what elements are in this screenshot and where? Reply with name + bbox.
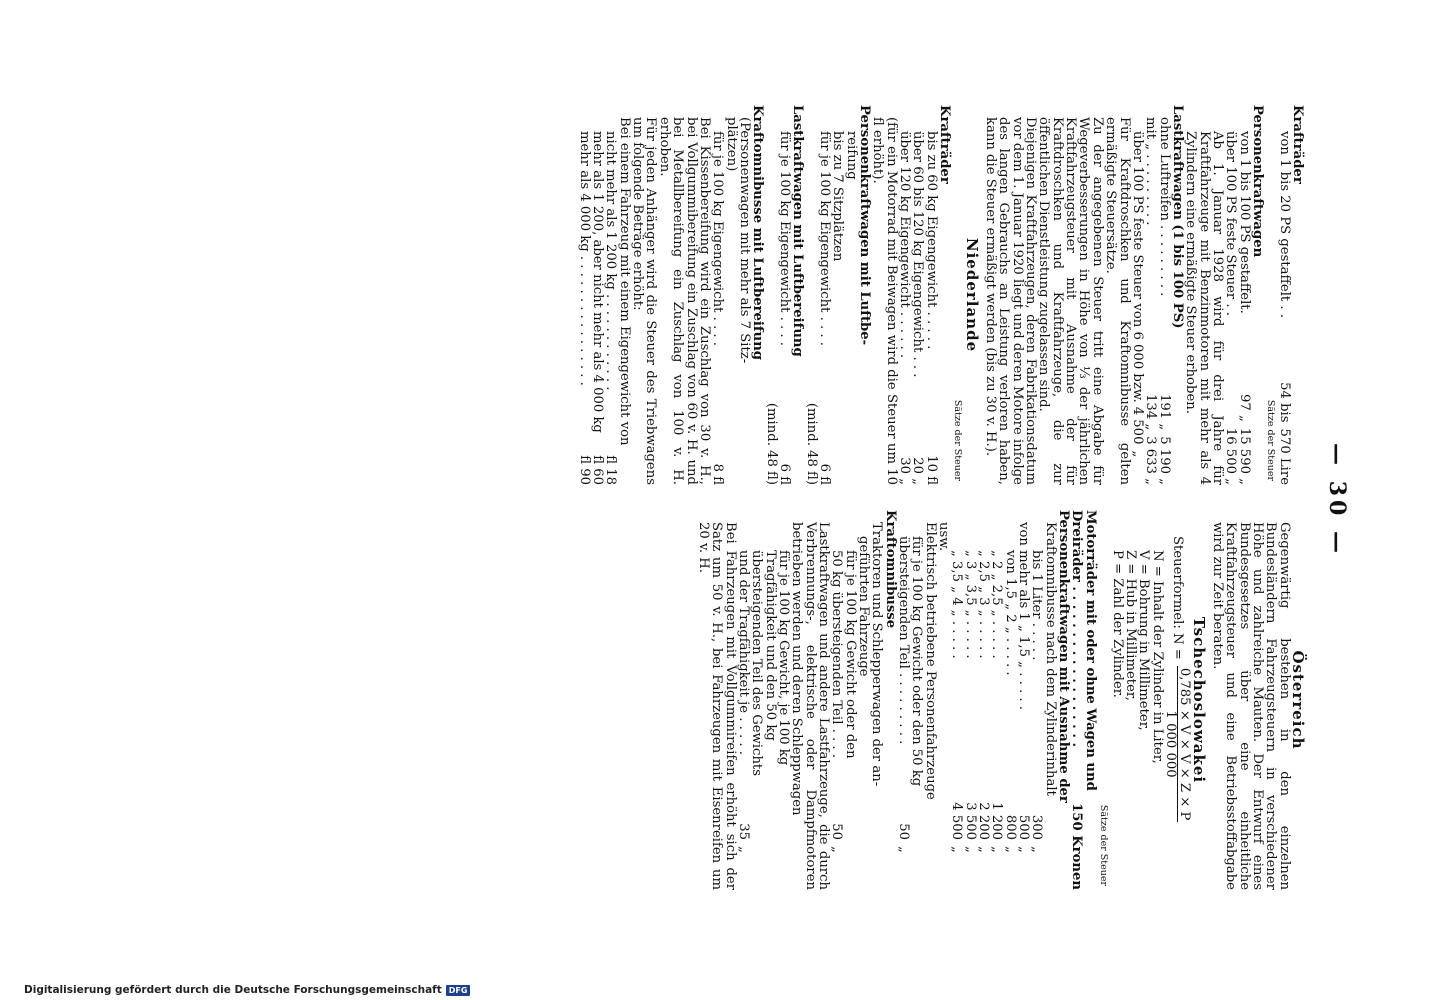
row-value: 35 (735, 823, 751, 840)
table-row (830, 510, 843, 890)
table-row (1110, 510, 1123, 890)
row-unit: „ (829, 846, 845, 853)
row-label: von 1 bis 100 PS gestaffelt. (1236, 131, 1252, 314)
table-row (577, 105, 590, 485)
table-row (604, 105, 617, 485)
formula-numerator: 0,785 × V × V × Z × P (1177, 667, 1193, 821)
row-label: Krafträder (1290, 105, 1305, 184)
table-row (1131, 105, 1144, 485)
row-unit: 16 500 „ (1223, 427, 1239, 485)
table-row (1070, 510, 1083, 890)
row-value: 6 fl (816, 463, 832, 485)
table-row (857, 510, 870, 890)
row-label: geführten Fahrzeuge (856, 536, 871, 677)
dfg-logo: DFG (446, 985, 471, 996)
table-row (1277, 105, 1290, 485)
table-row (711, 105, 724, 485)
row-value: 30 „ (897, 457, 913, 485)
row-unit: „ (735, 846, 751, 853)
row-label: von 1,5 „ 2 „ . . . . . (1002, 550, 1018, 676)
right-column (695, 510, 1307, 890)
tax-formula (1164, 510, 1192, 890)
row-label: Dreiräder . . . . . . . . . . . . . . . . . . (1069, 510, 1085, 748)
table-row (923, 510, 936, 890)
row-label: Z = Hub in Millimeter, (1122, 550, 1138, 701)
paragraph: Bei Fahrzeugen mit Vollgummireifen erhöht sich der Satz um 50 v. H., bei Fahrzeugen mit Eisenreifen um 20 v. H. (695, 522, 738, 890)
row-label: Bei einem Fahrzeug mit einem Eigengewicht von (616, 117, 632, 446)
digitization-credit (24, 984, 470, 996)
table-row (938, 105, 951, 485)
row-label (804, 105, 817, 399)
row-value: 8 fl (710, 463, 726, 485)
row-label: Kraftomnibusse mit Luftbereifung (750, 105, 766, 361)
row-label: bis zu 60 kg Eigengewicht . . . . . (923, 131, 939, 350)
row-label: für je 100 kg Eigengewicht . . . . (816, 131, 832, 346)
row-value: (mind. 48 fl) (803, 402, 819, 485)
row-label: Lastkraftwagen (1 bis 100 PS) (1169, 105, 1185, 329)
row-value: 10 fl (923, 455, 939, 485)
row-label: usw. (936, 522, 952, 552)
row-value: 6 fl (776, 463, 792, 485)
row-label: über 100 PS feste Steuer von 6 000 bzw. (1129, 131, 1145, 403)
row-label: für je 100 kg Gewicht oder den 50 kg (909, 536, 925, 787)
row-label: mit „ . . . . . . . . . (1143, 117, 1159, 226)
paragraph: Für Kraftdroschken und Kraftomnibusse gelten ermäßigte Steuersätze. (1103, 117, 1132, 485)
table-row (1003, 510, 1016, 890)
column-caption: Sätze der Steuer (1265, 399, 1277, 481)
row-label: Lastkraftwagen mit Luftbereifung (790, 105, 806, 357)
row-label: übersteigenden Teil des Gewichts (749, 550, 765, 777)
table-row (617, 105, 630, 485)
table-row (750, 510, 763, 890)
table-row (1124, 510, 1137, 890)
row-value: fl 18 (603, 455, 619, 485)
row-label: plätzen) (723, 117, 739, 172)
row-label: für je 100 kg Gewicht, je 100 kg (775, 550, 791, 766)
row-unit: „ (989, 846, 1005, 853)
row-label: N = Inhalt der Zylinder in Liter, (1149, 550, 1165, 764)
paragraph: Zu der angegebenen Steuer tritt eine Abgabe für Wegeverbesserungen in Höhe von ⅓ der jährlichen Kraftfahrzeugsteuer mit Ausnahme der für Kraftdroschken und Kraftfahrzeuge, die zur öffentlichen Dienstleistung zugelassen sind. (1036, 117, 1105, 485)
row-unit: „ (1029, 846, 1045, 853)
row-label: „ 3,5 „ 4 „ . . . . . (949, 550, 965, 659)
row-unit: 570 Lire (1276, 428, 1292, 485)
table-row (1084, 510, 1097, 890)
row-value: 4 500 (1129, 406, 1145, 445)
row-label: Personenkraftwagen (1249, 105, 1265, 258)
row-value: 800 (1002, 814, 1018, 840)
table-row (843, 510, 856, 890)
row-label: „ 2,5 „ 3 „ . . . . . (976, 550, 992, 659)
row-label: mehr als 4 000 kg . . . . . . . . . . . . . . . . (576, 131, 592, 386)
table-row (1150, 510, 1163, 890)
table-row (870, 510, 883, 890)
table-row (831, 105, 844, 485)
row-value: 20 „ (910, 457, 926, 485)
row-label: über 100 PS feste Steuer . . (1223, 131, 1239, 316)
table-row (1017, 510, 1030, 890)
table-row (844, 105, 857, 485)
paragraph: Lastkraftwagen und andere Lastfahrzeuge, die durch Verbrennungs-, elektrische oder Dampfmotoren betrieben werden und deren Schleppwagen (789, 522, 831, 890)
row-unit: „ (976, 846, 992, 853)
row-label: (Personenwagen mit mehr als 7 Sitz- (736, 117, 752, 364)
row-unit: „ (1002, 846, 1018, 853)
row-label: von mehr als 1 „ 1,5 „ . . . . . (1016, 522, 1032, 710)
table-row (1137, 510, 1150, 890)
table-row (1157, 105, 1170, 485)
table-row (791, 105, 804, 485)
paragraph: (für ein Motorrad mit Beiwagen wird die Steuer um 10 fl erhöht). (870, 117, 899, 485)
table-row (763, 510, 776, 890)
section-heading: Tschechoslowakei (1189, 616, 1208, 784)
table-row (1144, 105, 1157, 485)
row-value: 3 500 (962, 802, 978, 840)
table-row (1030, 510, 1043, 890)
formula-denominator: 1 000 000 (1162, 710, 1178, 778)
row-label: und der Tragfähigkeit je . . . . . (735, 550, 751, 755)
table-row (950, 510, 963, 890)
row-unit: 15 590 „ (1236, 427, 1252, 485)
table-row (778, 105, 791, 485)
left-column (577, 105, 1304, 485)
row-label: von 1 bis 20 PS gestaffelt . . (1276, 131, 1292, 318)
table-row (751, 105, 764, 485)
row-label: ohne Luftreifen . . . . . . . . . (1156, 117, 1172, 297)
row-label: Personenkraftwagen mit Ausnahme der (1056, 510, 1072, 803)
row-label: Motorräder mit oder ohne Wagen und (1082, 510, 1098, 791)
row-label: Personenkraftwagen mit Luftbe- (857, 105, 872, 346)
table-row (738, 105, 751, 485)
table-row (1057, 510, 1070, 890)
credit-text: Digitalisierung gefördert durch die Deutsche Forschungsgemeinschaft (24, 984, 442, 996)
page-number: — 30 — (1324, 443, 1350, 557)
table-row (777, 510, 790, 890)
row-value: 500 (1016, 814, 1032, 840)
table-row (858, 105, 871, 485)
row-label: Kraftomnibusse (882, 510, 898, 629)
table-row (883, 510, 896, 890)
table-row (764, 105, 777, 485)
table-row (1043, 510, 1056, 890)
row-value: 2 200 (976, 802, 992, 840)
formula-fraction (1164, 666, 1192, 823)
row-value: 1 200 (989, 802, 1005, 840)
table-row (910, 510, 923, 890)
row-label: Traktoren und Schlepperwagen der an- (869, 522, 885, 787)
row-value: 134 „ (1143, 394, 1159, 431)
table-row (591, 105, 604, 485)
row-unit: „ (896, 846, 912, 853)
row-label: 50 kg übersteigenden Teil . . . . (829, 550, 845, 758)
row-value: 300 (1029, 814, 1045, 840)
row-unit: „ (1016, 846, 1032, 853)
table-row (937, 510, 950, 890)
row-label: für je 100 kg Gewicht oder den (842, 550, 858, 759)
row-label: reifung (843, 131, 859, 180)
section-heading: Österreich (1289, 650, 1307, 750)
row-label: für je 100 kg Eigengewicht . . . . (710, 131, 726, 346)
table-row (724, 105, 737, 485)
column-caption: Sätze der Steuer (1098, 804, 1110, 886)
row-label: „ 2 „ 2,5 „ . . . . . (989, 550, 1005, 659)
table-row (977, 510, 990, 890)
row-unit: 3 633 „ (1143, 436, 1159, 485)
row-value: 150 Kronen (1069, 803, 1085, 890)
table-row (1237, 105, 1250, 485)
column-caption: Sätze der Steuer (952, 399, 964, 481)
row-label: für je 100 kg Eigengewicht . . . . (776, 131, 792, 346)
row-label: Elektrisch betriebene Personenfahrzeuge (922, 522, 938, 800)
table-row (897, 510, 910, 890)
row-unit: „ (1129, 450, 1145, 458)
paragraph: Gegenwärtig bestehen in den einzelnen Bundesländern Fahrzeugsteuern in verschiedener Höhe und zahlreiche Mauten. Der Entwurf eines Bundesgesetzes über eine einheitliche Kraftfahrzeugsteuer und eine Betriebsstoffabgabe wird zur Zeit beraten. (1209, 522, 1292, 890)
row-label: P = Zahl der Zylinder. (1109, 550, 1125, 698)
paragraph: Bei Kissenbereifung wird ein Zuschlag von 30 v. H., bei Vollgummibereifung ein Zuschlag von 60 v. H. und bei Metallbereifung ein Zuschlag von 100 v. H. erhoben. (656, 117, 712, 485)
row-label: mehr als 1 200, aber nicht mehr als 4 000 kg (590, 131, 606, 433)
section-heading: Niederlande (962, 237, 981, 353)
table-row (911, 105, 924, 485)
row-label: übersteigenden Teil . . . . . . . . . (896, 536, 912, 745)
table-row (1291, 105, 1304, 485)
row-unit: „ (962, 846, 978, 853)
row-unit: „ (949, 846, 965, 853)
row-value: fl 90 (576, 455, 592, 485)
row-label: nicht mehr als 1 200 kg . . . . . . . . . . . . (603, 131, 619, 391)
row-value: 50 (896, 823, 912, 840)
row-label: Kraftomnibusse nach dem Zylinderinhalt (1042, 522, 1058, 796)
table-row (924, 105, 937, 485)
row-value: 4 500 (949, 802, 965, 840)
row-label: über 120 kg Eigengewicht . . . . . . (897, 131, 913, 359)
table-row (1224, 105, 1237, 485)
table-row (990, 510, 1003, 890)
paragraph: Diejenigen Kraftfahrzeugen, deren Fabrikationsdatum vor dem 1. Januar 1920 liegt und deren Motore infolge des langen Gebrauchs an Leistung verloren haben, kann die Steuer ermäßigt werden (bis zu 30 v. H.). (983, 117, 1039, 485)
table-row (804, 105, 817, 485)
table-row (1171, 105, 1184, 485)
row-value: 191 „ (1156, 394, 1172, 431)
table-row (737, 510, 750, 890)
row-value: (mind. 48 fl) (763, 402, 779, 485)
table-row (898, 105, 911, 485)
row-label: Tragfähigkeit und den 50 kg (762, 550, 778, 741)
table-row (963, 510, 976, 890)
table-row (1251, 105, 1264, 485)
row-value: 50 (829, 823, 845, 840)
row-label: „ 3 „ 3,5 „ . . . . . (962, 550, 978, 659)
row-value: 54 bis (1276, 382, 1292, 423)
row-label: bis zu 7 Sitzplätzen (830, 131, 846, 262)
row-value: 97 „ (1236, 394, 1252, 422)
paragraph: Für jeden Anhänger wird die Steuer des Triebwagens um folgende Beträge erhöht: (630, 117, 659, 485)
row-unit: 5 190 „ (1156, 436, 1172, 485)
row-label: über 60 bis 120 kg Eigengewicht . . . (910, 131, 926, 378)
paragraph: Ab 1. Januar 1928 wird für drei Jahre für Kraftfahrzeuge mit Benzinmotoren mit mehr als 4 Zylindern eine ermäßigte Steuer erhoben. (1183, 131, 1225, 485)
formula-label: Steuerformel: N = (1170, 536, 1186, 660)
row-label (764, 105, 777, 399)
row-label: Krafträder (937, 105, 953, 184)
row-label: V = Bohrung in Millimeter, (1136, 550, 1152, 731)
table-row (818, 105, 831, 485)
row-value: fl 60 (590, 455, 606, 485)
row-label: bis 1 Liter . . . . . (1029, 550, 1045, 661)
